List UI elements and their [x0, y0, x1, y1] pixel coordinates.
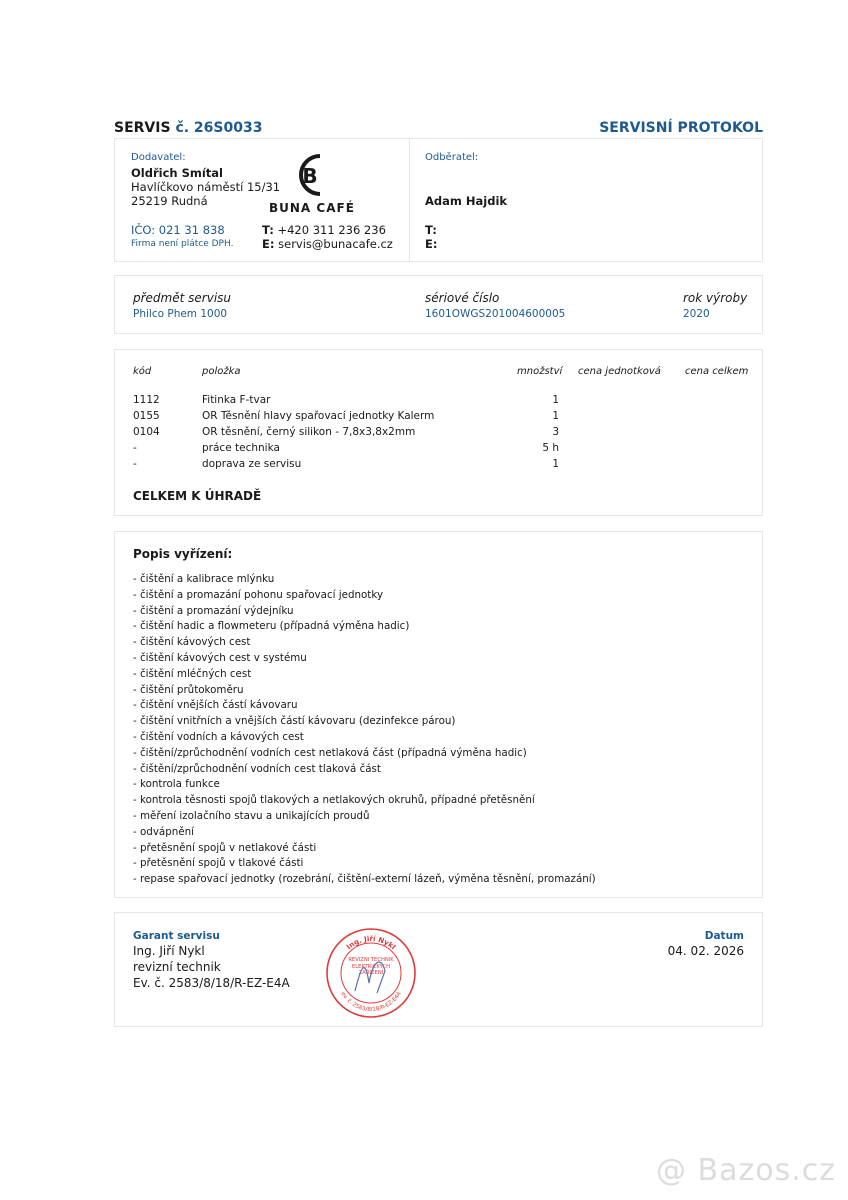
row-qty: 3 [552, 426, 559, 438]
list-item: - čištění kávových cest v systému [133, 651, 307, 664]
round-stamp [325, 927, 417, 1023]
supplier-email [262, 237, 393, 251]
footer-box [114, 912, 763, 1027]
list-item: - přetěsnění spojů v netlakové části [133, 841, 317, 854]
servis-title [114, 120, 262, 136]
items-table [114, 349, 763, 516]
header-qty: množství [517, 366, 563, 377]
list-item: - odvápnění [133, 825, 195, 838]
list-item: - kontrola funkce [133, 778, 220, 791]
list-item: - čištění vnitřních a vnějších částí kávovaru (dezinfekce párou) [133, 715, 456, 728]
list-item: - kontrola těsnosti spojů tlakových a netlakových okruhů, případné přetěsnění [133, 794, 535, 807]
service-subject-value: Philco Phem 1000 [133, 308, 228, 320]
supplier-street: Havlíčkovo náměstí 15/31 [131, 180, 281, 194]
supplier-phone [262, 223, 386, 237]
list-item: - repase spařovací jednotky (rozebrání, čištění-externí lázeň, výměna těsnění, promazání) [133, 873, 596, 886]
row-item: OR těsnění, černý silikon - 7,8x3,8x2mm [202, 426, 416, 438]
customer-name: Adam Hajdik [425, 194, 508, 208]
logo-letter: B [302, 164, 318, 188]
serial-label: sériové číslo [425, 291, 500, 305]
supplier-label: Dodavatel: [131, 152, 186, 163]
servis-label: SERVIS [114, 120, 171, 136]
customer-email-label: E: [425, 237, 438, 251]
table-row [115, 442, 762, 458]
list-item: - čištění a promazání pohonu spařovací jednotky [133, 588, 384, 601]
header-total-price: cena celkem [685, 366, 749, 377]
list-item: - čištění/zprůchodnění vodních cest netlaková část (případná výměna hadic) [133, 746, 527, 759]
list-item: - čištění mléčných cest [133, 667, 252, 680]
table-row [115, 394, 762, 410]
row-code: 0155 [133, 410, 160, 422]
garant-role: revizní technik [133, 960, 221, 974]
parties-divider [409, 139, 410, 261]
email-value: servis@bunacafe.cz [278, 237, 393, 251]
description-box [114, 531, 763, 898]
list-item: - čištění a kalibrace mlýnku [133, 573, 275, 585]
total-label: CELKEM K ÚHRADĚ [133, 489, 262, 503]
garant-label: Garant servisu [133, 930, 220, 942]
logo-text: BUNA CAFÉ [269, 201, 355, 215]
row-item: doprava ze servisu [202, 458, 302, 470]
supplier-ico: IČO: 021 31 838 [131, 223, 225, 237]
supplier-name: Oldřich Smítal [131, 166, 223, 180]
year-value: 2020 [683, 308, 710, 320]
garant-name: Ing. Jiří Nykl [133, 944, 205, 958]
buna-cafe-logo-icon [290, 152, 328, 202]
table-row [115, 426, 762, 442]
parties-box [114, 138, 763, 262]
header-unit-price: cena jednotková [578, 366, 661, 377]
row-item: práce technika [202, 442, 280, 454]
phone-value: +420 311 236 236 [277, 223, 386, 237]
description-title: Popis vyřízení: [133, 547, 233, 561]
list-item: - přetěsnění spojů v tlakové části [133, 857, 304, 870]
date-value: 04. 02. 2026 [667, 944, 744, 958]
list-item: - čištění vnějších částí kávovaru [133, 699, 298, 712]
list-item: - čištění a promazání výdejníku [133, 604, 294, 617]
row-qty: 1 [552, 458, 559, 470]
stamp-top-text: Ing. Jiří Nykl [345, 934, 398, 952]
subject-box [114, 275, 763, 334]
list-item: - čištění kávových cest [133, 636, 251, 649]
description-list [133, 572, 596, 888]
list-item: - měření izolačního stavu a unikajících proudů [133, 809, 370, 822]
email-label: E: [262, 237, 275, 251]
row-qty: 1 [552, 410, 559, 422]
service-subject-label: předmět servisu [133, 291, 232, 305]
svg-text:ev. č. 2583/8/18/R-EZ-E4A [339, 991, 402, 1013]
customer-phone-label: T: [425, 223, 437, 237]
row-code: - [133, 458, 137, 470]
list-item: - čištění průtokoměru [133, 683, 244, 696]
table-row [115, 458, 762, 474]
year-label: rok výroby [683, 291, 748, 305]
row-code: 1112 [133, 394, 160, 406]
bazos-watermark: @ Bazos.cz [655, 1153, 836, 1188]
supplier-city: 25219 Rudná [131, 194, 208, 208]
stamp-bottom-text: ev. č. 2583/8/18/R-EZ-E4A [339, 991, 403, 1014]
row-code: 0104 [133, 426, 160, 438]
serial-value: 1601OWGS201004600005 [425, 308, 566, 320]
protocol-title: SERVISNÍ PROTOKOL [599, 120, 763, 136]
row-item: Fitinka F-tvar [202, 394, 271, 406]
row-code: - [133, 442, 137, 454]
list-item: - čištění hadic a flowmeteru (případná výměna hadic) [133, 620, 410, 633]
stamp-middle-text: REVIZNÍ TECHNIK ELEKTRICKÝCH ZAŘÍZENÍ [348, 957, 394, 976]
header-item: položka [202, 366, 241, 377]
date-label: Datum [704, 930, 744, 942]
phone-label: T: [262, 223, 274, 237]
row-qty: 5 h [542, 442, 559, 454]
supplier-vat-note: Firma není plátce DPH. [131, 239, 234, 249]
servis-number: č. 26S0033 [175, 120, 263, 136]
table-row [115, 410, 762, 426]
list-item: - čištění vodních a kávových cest [133, 730, 304, 743]
customer-label: Odběratel: [425, 152, 479, 163]
row-qty: 1 [552, 394, 559, 406]
garant-reg: Ev. č. 2583/8/18/R-EZ-E4A [133, 976, 290, 990]
row-item: OR Těsnění hlavy spařovací jednotky Kalerm [202, 410, 435, 422]
list-item: - čištění/zprůchodnění vodních cest tlaková část [133, 762, 381, 775]
header-code: kód [133, 366, 152, 377]
